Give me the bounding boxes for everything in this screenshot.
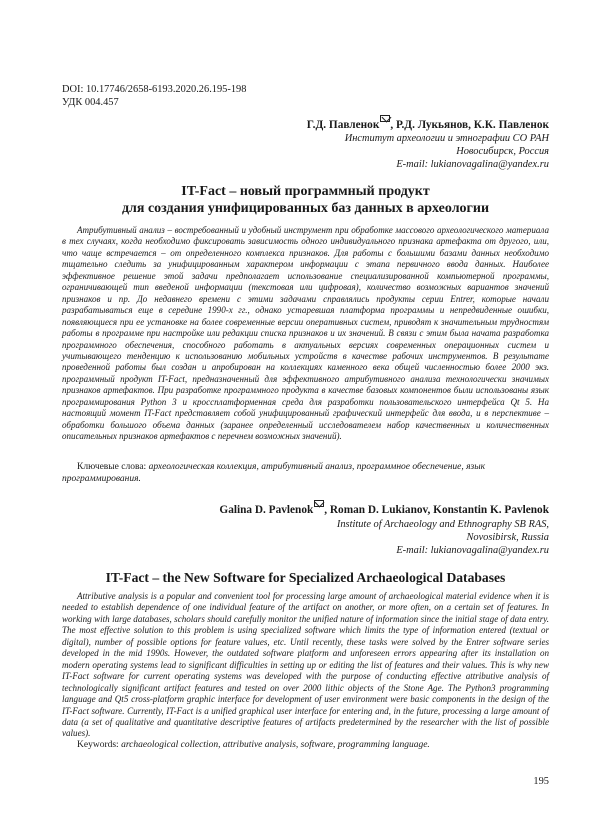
ru-authors — [307, 115, 549, 131]
ru-keywords-text: археологическая коллекция, атрибутивный анализ, программное обеспечение, язык программирования. — [62, 462, 486, 484]
udk: УДК 004.457 — [62, 97, 119, 109]
en-authors — [219, 500, 549, 516]
en-keywords-text: archaeological collection, attributive analysis, software, programming language. — [118, 740, 430, 750]
ru-affil-institute: Институт археологии и этнографии СО РАН — [344, 133, 549, 144]
ru-title — [62, 183, 549, 217]
en-keywords — [62, 740, 549, 752]
en-affil-institute: Institute of Archaeology and Ethnography SB RAS, — [336, 519, 549, 530]
ru-affiliation — [345, 132, 549, 171]
ru-keywords — [62, 462, 549, 485]
article-meta — [62, 83, 246, 109]
envelope-icon — [380, 115, 390, 122]
en-email[interactable]: E-mail: lukianovagalina@yandex.ru — [396, 545, 549, 556]
en-author-first: Galina D. Pavlenok — [219, 504, 314, 516]
ru-email[interactable]: E-mail: lukianovagalina@yandex.ru — [396, 159, 549, 170]
page-number: 195 — [533, 776, 549, 787]
ru-title-line1: IT-Fact – новый программный продукт — [181, 184, 430, 199]
doi[interactable]: DOI: 10.17746/2658-6193.2020.26.195-198 — [62, 84, 247, 95]
ru-author-rest: , Р.Д. Лукьянов, К.К. Павленок — [390, 119, 549, 131]
ru-title-line2: для создания унифицированных баз данных в археологии — [121, 201, 490, 216]
envelope-icon — [314, 500, 324, 507]
ru-keywords-label: Ключевые слова: — [77, 462, 147, 472]
ru-abstract: Атрибутивный анализ – востребованный и удобный инструмент при обработке массового археологического материала в тех случаях, когда необходимо фиксировать зависимость одного индивидуального признака артефакта от другого, или, что чаще встречается – от определенного комплекса признаков. Для работы с большими базами данных необходимо тщательно следить за унифицированным характером информации с этапа первичного ввода данных. Наиболее эффективное решение этой задачи предполагает использование специализированной компьютерной программы, ограничивающей тип введеной информации (текстовая или цифровая), количество возможных вариантов значений признаков и пр. До недавнего времени с этими задачами справлялись продукты серии Entrer, которые начали разрабатываться еще в середине 1990-х гг., однако устаревшая платформа программы и непредвиденные ошибки, появляющиеся при ее установке на более современные версии оперативных систем, приводят к значительным трудностям работы в программе при настройке или редакции списка признаков и их значений. В связи с этим была начата разработка программного обеспечения, способного работать в актуальных версиях современных операционных систем и учитывающего тенденцию к использованию мобильных устройств в качестве рабочих инструментов. В результате проведенной работы был создан и апробирован на коллекциях каменного века общей численностью более 2000 экз. программный продукт IT-Fact, предназначенный для эффективного атрибутивного анализа технологически значимых признаков артефактов. При разработке программного продукта в качестве базовых компонентов были использованы язык программирования Python 3 и кроссплатформенная среда для разработки пользовательского интерфейса Qt 5. На настоящий момент IT-Fact представляет собой унифицированный графический интерфейс для ввода, и в перспективе – обработки большого объема данных (заранее определенный исследователем набор качественных и количественных описательных признаков артефактов с перечнем возможных значений). — [62, 225, 549, 442]
en-author-rest: , Roman D. Lukianov, Konstantin K. Pavlenok — [324, 504, 549, 516]
en-affiliation — [337, 518, 549, 557]
en-abstract: Attributive analysis is a popular and convenient tool for processing large amount of archaeological material evidence when it is needed to establish dependence of one individual feature of the artifact on another, or more often, on a certain set of features. In working with large databases, scholars should carefully monitor the unified nature of information since the initial stage of data entry. The most effective solution to this problem is using specialized software which limits the type of information entered (textual or digital), number of possible options for feature values, etc. Until recently, these tasks were solved by the Entrer software series developed in the mid 1990s. However, the outdated software platform and unforeseen errors appearing after its installation on modern operating systems lead to significant difficulties in setting up or editing the list of features and their values. This is why new IT-Fact software for current operating systems was developed with the purpose of conducting effective attributive analysis of technologically significant artifact features and tested on over 2000 lithic objects of the Stone Age. The Python3 programming language and Qt5 cross-platform graphic interface for development of user environment were basic components in the design of the IT-Fact software. Currently, IT-Fact is a unified graphical user interface for entering and, in the future, processing a large amount of data (a set of qualitative and quantitative descriptive features of artifacts predetermined by the researcher with the list of possible values). — [62, 591, 549, 739]
ru-affil-city: Новосибирск, Россия — [456, 146, 549, 157]
en-affil-city: Novosibirsk, Russia — [466, 532, 549, 543]
ru-author-first: Г.Д. Павленок — [306, 119, 380, 131]
en-keywords-label: Keywords: — [77, 740, 119, 750]
en-title: IT-Fact – the New Software for Specialized Archaeological Databases — [105, 570, 506, 585]
